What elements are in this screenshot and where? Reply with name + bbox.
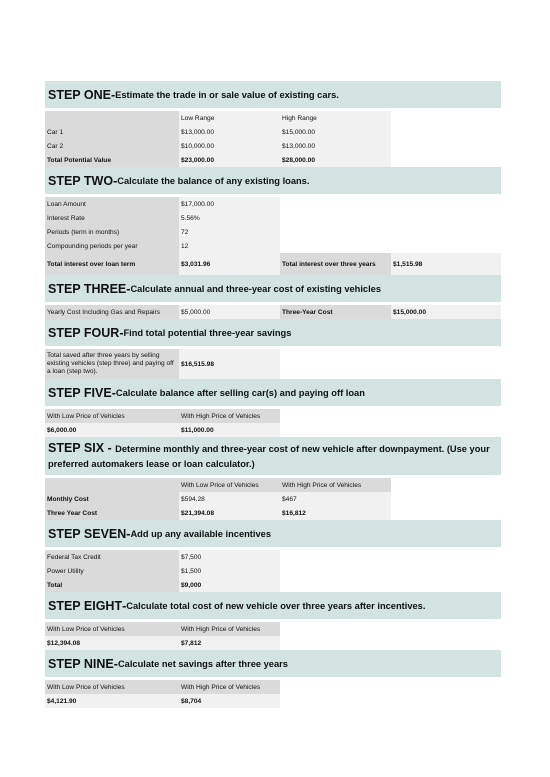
step-four-header — [45, 319, 501, 346]
cell-low[interactable]: $4,121.90 — [45, 694, 179, 708]
step-description: Calculate the balance of any existing loans. — [117, 175, 310, 186]
step-description: Calculate net savings after three years — [117, 658, 288, 669]
step-title: STEP THREE — [48, 281, 127, 296]
table-row — [45, 680, 501, 694]
cell[interactable] — [45, 478, 179, 492]
step-separator: - — [111, 385, 116, 400]
table-row — [45, 211, 501, 225]
step-description: Add up any available incentives — [130, 528, 271, 539]
step-description: Determine monthly and three-year cost of new vehicle after downpayment. (Use your preferred automakers lease or loan calculator.) — [48, 444, 490, 469]
table-row — [45, 349, 501, 379]
table-row — [45, 550, 501, 564]
cell-value[interactable]: 72 — [179, 225, 280, 239]
cell-total-saved[interactable]: $16,515.98 — [179, 349, 280, 379]
column-header-high[interactable]: With High Price of Vehicles — [179, 622, 280, 636]
cell-three-year-interest[interactable]: $1,515.98 — [391, 253, 501, 275]
step-eight-header — [45, 592, 501, 619]
step-title: STEP ONE — [48, 87, 111, 102]
row-label[interactable]: Federal Tax Credit — [45, 550, 179, 564]
step-nine-header — [45, 650, 501, 677]
column-header-low[interactable]: With Low Price of Vehicles — [45, 409, 179, 423]
table-row — [45, 622, 501, 636]
column-header-high[interactable]: With High Price of Vehicles — [280, 478, 391, 492]
cell-value[interactable]: $9,000 — [179, 578, 280, 592]
step-seven-header — [45, 520, 501, 547]
step-separator: - — [104, 441, 116, 455]
cell-low[interactable]: $21,394.08 — [179, 506, 280, 520]
row-label[interactable]: Total interest over loan term — [45, 253, 179, 275]
row-label[interactable]: Compounding periods per year — [45, 239, 179, 253]
step-two-header — [45, 167, 501, 194]
cell-low[interactable]: $6,000.00 — [45, 423, 179, 437]
cell-low[interactable]: $23,000.00 — [179, 153, 280, 167]
column-header-high[interactable]: High Range — [280, 111, 391, 125]
cell-value[interactable]: $17,000.00 — [179, 197, 280, 211]
row-label[interactable]: Loan Amount — [45, 197, 179, 211]
cell-value[interactable]: $1,500 — [179, 564, 280, 578]
column-header-low[interactable]: With Low Price of Vehicles — [45, 622, 179, 636]
table-row — [45, 564, 501, 578]
step-title: STEP TWO — [48, 173, 114, 188]
table-row — [45, 111, 501, 125]
row-label[interactable]: Total Potential Value — [45, 153, 179, 167]
cell-value[interactable]: 5.56% — [179, 211, 280, 225]
table-row — [45, 636, 501, 650]
cell-high[interactable]: $467 — [280, 492, 391, 506]
step-title: STEP SIX — [48, 441, 105, 455]
cell[interactable] — [45, 111, 179, 125]
column-header-low[interactable]: With Low Price of Vehicles — [45, 680, 179, 694]
table-row — [45, 409, 501, 423]
row-label[interactable]: Total interest over three years — [280, 253, 391, 275]
row-label[interactable]: Three-Year Cost — [280, 305, 391, 319]
table-row — [45, 305, 501, 319]
step-separator: - — [113, 656, 118, 671]
table-row — [45, 694, 501, 708]
column-header-high[interactable]: With High Price of Vehicles — [179, 409, 280, 423]
table-row — [45, 423, 501, 437]
row-label[interactable]: Yearly Cost Including Gas and Repairs — [45, 305, 179, 319]
row-label[interactable]: Car 1 — [45, 125, 179, 139]
step-description: Find total potential three-year savings — [123, 327, 292, 338]
table-row — [45, 125, 501, 139]
step-description: Estimate the trade in or sale value of existing cars. — [115, 89, 339, 100]
column-header-high[interactable]: With High Price of Vehicles — [179, 680, 280, 694]
cell-high[interactable]: $8,704 — [179, 694, 280, 708]
row-label[interactable]: Total saved after three years by selling existing vehicles (step three) and paying off a loan (step two). — [45, 349, 179, 379]
step-one-header — [45, 81, 501, 108]
step-title: STEP EIGHT — [48, 598, 123, 613]
step-separator: - — [119, 325, 124, 340]
step-six-header — [45, 437, 501, 475]
step-five-header — [45, 379, 501, 406]
step-description: Calculate balance after selling car(s) and paying off loan — [115, 387, 365, 398]
row-label[interactable]: Periods (term in months) — [45, 225, 179, 239]
cell-high[interactable]: $15,000.00 — [280, 125, 391, 139]
cell-low[interactable]: $10,000.00 — [179, 139, 280, 153]
step-separator: - — [126, 526, 131, 541]
column-header-low[interactable]: Low Range — [179, 111, 280, 125]
cell-high[interactable]: $13,000.00 — [280, 139, 391, 153]
table-row — [45, 253, 501, 275]
table-row — [45, 478, 501, 492]
step-three-header — [45, 275, 501, 302]
table-row — [45, 492, 501, 506]
column-header-low[interactable]: With Low Price of Vehicles — [179, 478, 280, 492]
cell-high[interactable]: $7,812 — [179, 636, 280, 650]
cell-total-interest[interactable]: $3,031.96 — [179, 253, 280, 275]
cell-high[interactable]: $16,812 — [280, 506, 391, 520]
step-title: STEP NINE — [48, 656, 114, 671]
step-title: STEP FIVE — [48, 385, 112, 400]
cell-three-year-cost[interactable]: $15,000.00 — [391, 305, 501, 319]
cell-low[interactable]: $594.28 — [179, 492, 280, 506]
table-row — [45, 225, 501, 239]
cell-yearly-cost[interactable]: $5,000.00 — [179, 305, 280, 319]
cell-high[interactable]: $11,000.00 — [179, 423, 280, 437]
step-title: STEP FOUR — [48, 325, 120, 340]
step-title: STEP SEVEN — [48, 526, 127, 541]
row-label[interactable]: Interest Rate — [45, 211, 179, 225]
table-row — [45, 578, 501, 592]
step-separator: - — [126, 281, 131, 296]
step-separator: - — [122, 598, 127, 613]
step-description: Calculate total cost of new vehicle over three years after incentives. — [126, 600, 426, 611]
cell-low[interactable]: $12,394.08 — [45, 636, 179, 650]
cell-value[interactable]: $7,500 — [179, 550, 280, 564]
spreadsheet — [45, 81, 501, 708]
table-row — [45, 239, 501, 253]
cell-low[interactable]: $13,000.00 — [179, 125, 280, 139]
row-label[interactable]: Car 2 — [45, 139, 179, 153]
step-description: Calculate annual and three-year cost of existing vehicles — [130, 283, 382, 294]
row-label[interactable]: Total — [45, 578, 179, 592]
table-row — [45, 153, 501, 167]
cell-high[interactable]: $28,000.00 — [280, 153, 391, 167]
row-label[interactable]: Power Utility — [45, 564, 179, 578]
row-label[interactable]: Monthly Cost — [45, 492, 179, 506]
row-label[interactable]: Three Year Cost — [45, 506, 179, 520]
step-separator: - — [113, 173, 118, 188]
table-row — [45, 506, 501, 520]
step-separator: - — [110, 87, 116, 102]
cell-value[interactable]: 12 — [179, 239, 280, 253]
table-row — [45, 197, 501, 211]
table-row — [45, 139, 501, 153]
